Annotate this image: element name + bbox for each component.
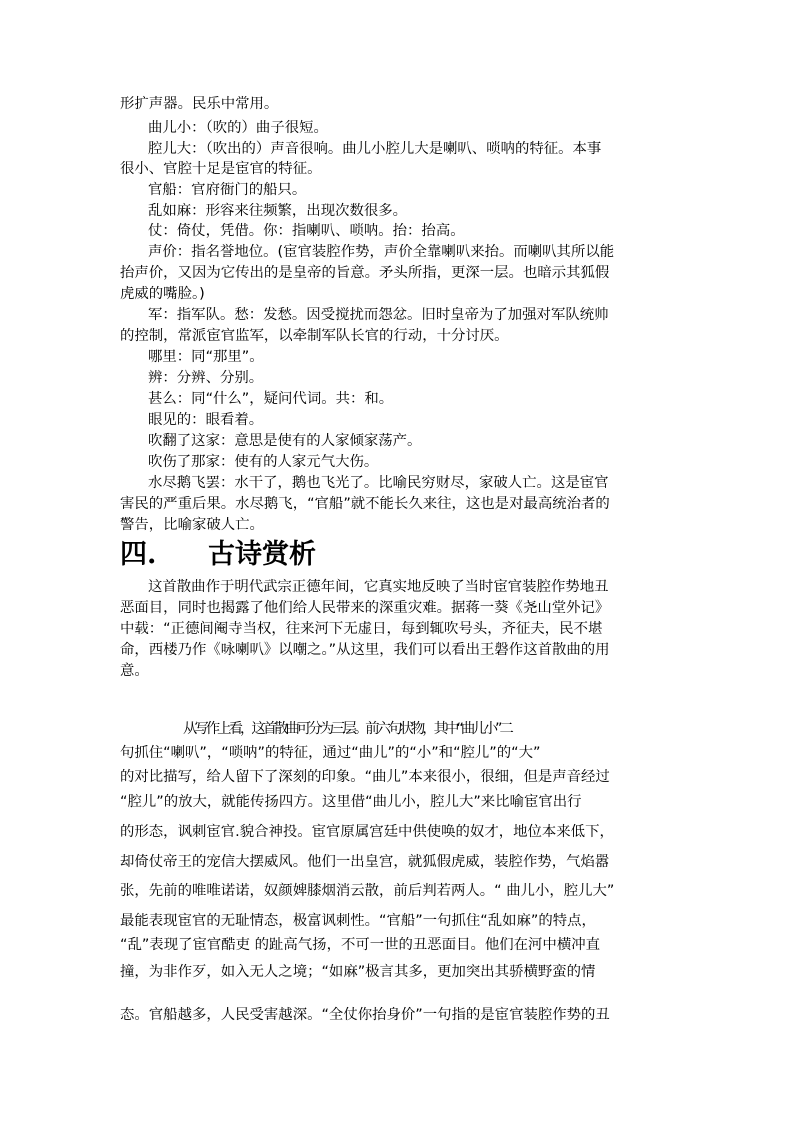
paragraph-line: 态。官船越多，人民受害越深。“全仗你抬身价”一句指的是宦官装腔作势的丑 [120, 1007, 610, 1023]
text-line: 哪里：同“那里”。 [148, 349, 264, 365]
text-line: 警告，比喻家破人亡。 [120, 517, 264, 533]
text-line: 很小、官腔十足是宦官的特征。 [120, 161, 322, 177]
paragraph-line: “腔儿”的放大，就能传扬四方。这里借“曲儿小，腔儿大”来比喻宦官出行 [120, 794, 582, 810]
text-line: 声价：指名誉地位。(宦官装腔作势，声价全靠喇叭来抬。而喇叭其所以能 [148, 244, 615, 260]
paragraph-line: 意。 [120, 663, 149, 679]
text-line: 形扩声器。民乐中常用。 [120, 96, 279, 112]
paragraph-line: 中载：“正德间阉寺当权，往来河下无虚日，每到辄吹号头，齐征夫，民不堪 [120, 621, 603, 637]
text-line: 水尽鹅飞罢：水干了，鹅也飞光了。比喻民穷财尽，家破人亡。这是宦官 [148, 475, 609, 491]
paragraph-line: 恶面目，同时也揭露了他们给人民带来的深重灾难。据蒋一葵《尧山堂外记》 [120, 600, 610, 616]
section-title: 古诗赏析 [208, 539, 316, 570]
text-line: 甚么：同“什么”，疑问代词。共：和。 [148, 391, 394, 407]
paragraph-line: 却倚仗帝王的宠信大摆威风。他们一出皇宫，就狐假虎威，装腔作势，气焰嚣 [120, 854, 610, 870]
text-line: 腔儿大：（吹出的）声音很响。曲儿小腔儿大是喇叭、唢呐的特征。本事 [148, 141, 602, 157]
paragraph-line: 撞，为非作歹，如入无人之境；“如麻”极言其多，更加突出其骄横野蛮的情 [120, 964, 596, 980]
paragraph-line: 张，先前的唯唯诺诺，奴颜婢膝烟消云散，前后判若两人。“ 曲儿小，腔儿大” [120, 883, 615, 899]
text-line: 官船：官府衙门的船只。 [148, 182, 307, 198]
text-line: 军：指军队。愁：发愁。因受搅扰而怨忿。旧时皇帝为了加强对军队统帅 [148, 307, 609, 323]
paragraph-line: 这首散曲作于明代武宗正德年间，它真实地反映了当时宦官装腔作势地丑 [148, 579, 609, 595]
text-line: 乱如麻：形容来往频繁，出现次数很多。 [148, 203, 408, 219]
section-heading [120, 535, 316, 575]
text-line: 吹翻了这家：意思是使有的人家倾家荡产。 [148, 433, 422, 449]
text-line: 辨：分辨、分别。 [148, 370, 264, 386]
text-line: 抬声价，又因为它传出的是皇帝的旨意。矛头所指，更深一层。也暗示其狐假 [120, 265, 610, 281]
text-line: 曲儿小：（吹的）曲子很短。 [148, 120, 328, 136]
paragraph-line: “乱”表现了宦官酷吏 的趾高气扬，不可一世的丑恶面目。他们在河中横冲直 [120, 937, 600, 953]
paragraph-line: 最能表现宦官的无耻情态，极富讽刺性。“官船”一句抓住“乱如麻”的特点， [120, 913, 596, 929]
paragraph-line: 从写作上看，这首散曲可分为三层。前六句状物，其中“曲儿小”二 [183, 721, 511, 737]
paragraph-line: 的形态，讽刺宦官.貌合神投。宦官原属宫廷中供使唤的奴才，地位本来低下， [120, 824, 614, 840]
text-line: 仗：倚仗，凭借。你：指喇叭、唢呐。抬：抬高。 [148, 223, 465, 239]
text-line: 害民的严重后果。水尽鹅飞，“官船”就不能长久来往，这也是对最高统治者的 [120, 496, 610, 512]
section-number: 四. [120, 539, 157, 570]
text-line: 吹伤了那家：使有的人家元气大伤。 [148, 454, 379, 470]
text-line: 眼见的：眼看着。 [148, 412, 264, 428]
paragraph-line: 句抓住“喇叭”，“唢呐”的特征，通过“曲儿”的“小”和“腔儿”的“大” [120, 745, 541, 761]
paragraph-line: 的对比描写，给人留下了深刻的印象。“曲儿”本来很小，很细，但是声音经过 [120, 769, 610, 785]
text-line: 虎威的嘴脸。) [120, 286, 205, 302]
paragraph-line: 命，西楼乃作《咏喇叭》以嘲之。”从这里，我们可以看出王磐作这首散曲的用 [120, 642, 610, 658]
text-line: 的控制，常派宦官监军，以牵制军队长官的行动，十分讨厌。 [120, 328, 509, 344]
